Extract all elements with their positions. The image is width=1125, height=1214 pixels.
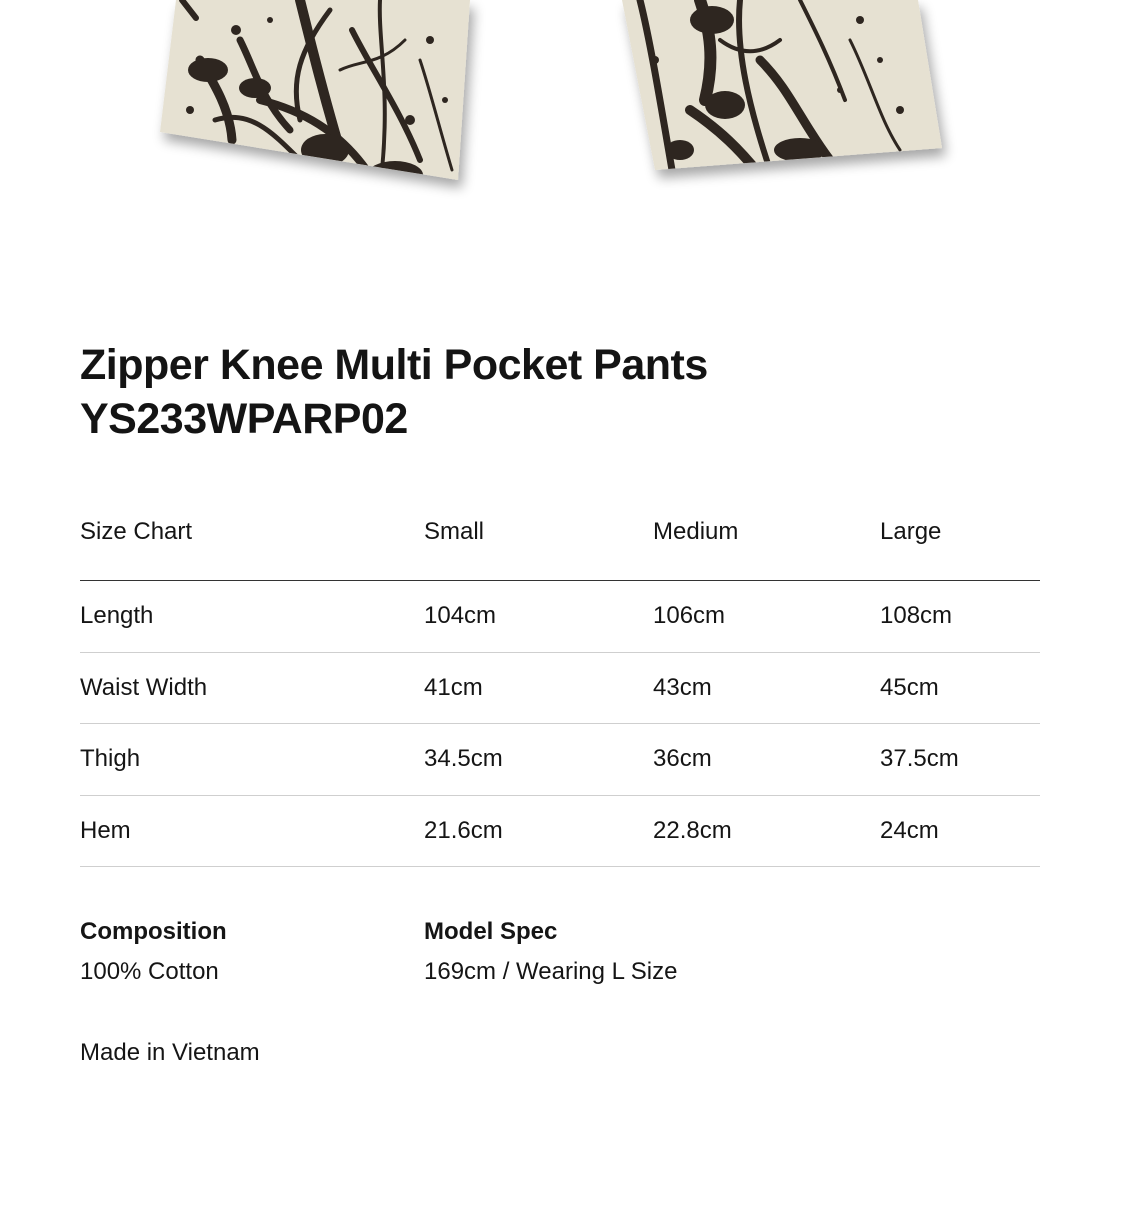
- cell-medium: 43cm: [653, 673, 712, 701]
- cell-small: 41cm: [424, 673, 483, 701]
- header-small: Small: [424, 518, 485, 545]
- table-row: [80, 581, 1040, 653]
- row-label: Hem: [80, 816, 131, 844]
- cell-large: 108cm: [880, 602, 953, 630]
- cell-large: 24cm: [880, 816, 939, 844]
- cell-small: 34.5cm: [424, 745, 503, 773]
- row-label: Waist Width: [80, 673, 208, 701]
- row-label: Length: [80, 602, 154, 630]
- table-row: [80, 796, 1040, 868]
- cell-large: 45cm: [880, 673, 939, 701]
- size-chart-header-row: [80, 500, 1040, 581]
- composition-value: 100% Cotton: [80, 958, 219, 985]
- cell-small: 21.6cm: [424, 816, 503, 844]
- size-chart-table: [80, 500, 1040, 867]
- cell-medium: 22.8cm: [653, 816, 732, 844]
- product-title: [80, 338, 708, 446]
- cell-medium: 106cm: [653, 602, 726, 630]
- origin-text: Made in Vietnam: [80, 1039, 260, 1066]
- table-row: [80, 724, 1040, 796]
- product-code: YS233WPARP02: [80, 395, 408, 443]
- model-spec-block: [424, 912, 677, 992]
- header-size-chart: Size Chart: [80, 518, 193, 545]
- composition-block: [80, 912, 227, 992]
- row-label: Thigh: [80, 745, 141, 773]
- header-medium: Medium: [653, 518, 739, 545]
- model-spec-value: 169cm / Wearing L Size: [424, 958, 678, 985]
- composition-heading: Composition: [80, 918, 227, 945]
- table-row: [80, 653, 1040, 725]
- cell-small: 104cm: [424, 602, 497, 630]
- header-large: Large: [880, 518, 942, 545]
- cell-large: 37.5cm: [880, 745, 959, 773]
- cell-medium: 36cm: [653, 745, 712, 773]
- pant-legs-image: [0, 0, 1125, 200]
- product-name: Zipper Knee Multi Pocket Pants: [80, 341, 708, 389]
- product-photo: [0, 0, 1125, 200]
- model-spec-heading: Model Spec: [424, 918, 558, 945]
